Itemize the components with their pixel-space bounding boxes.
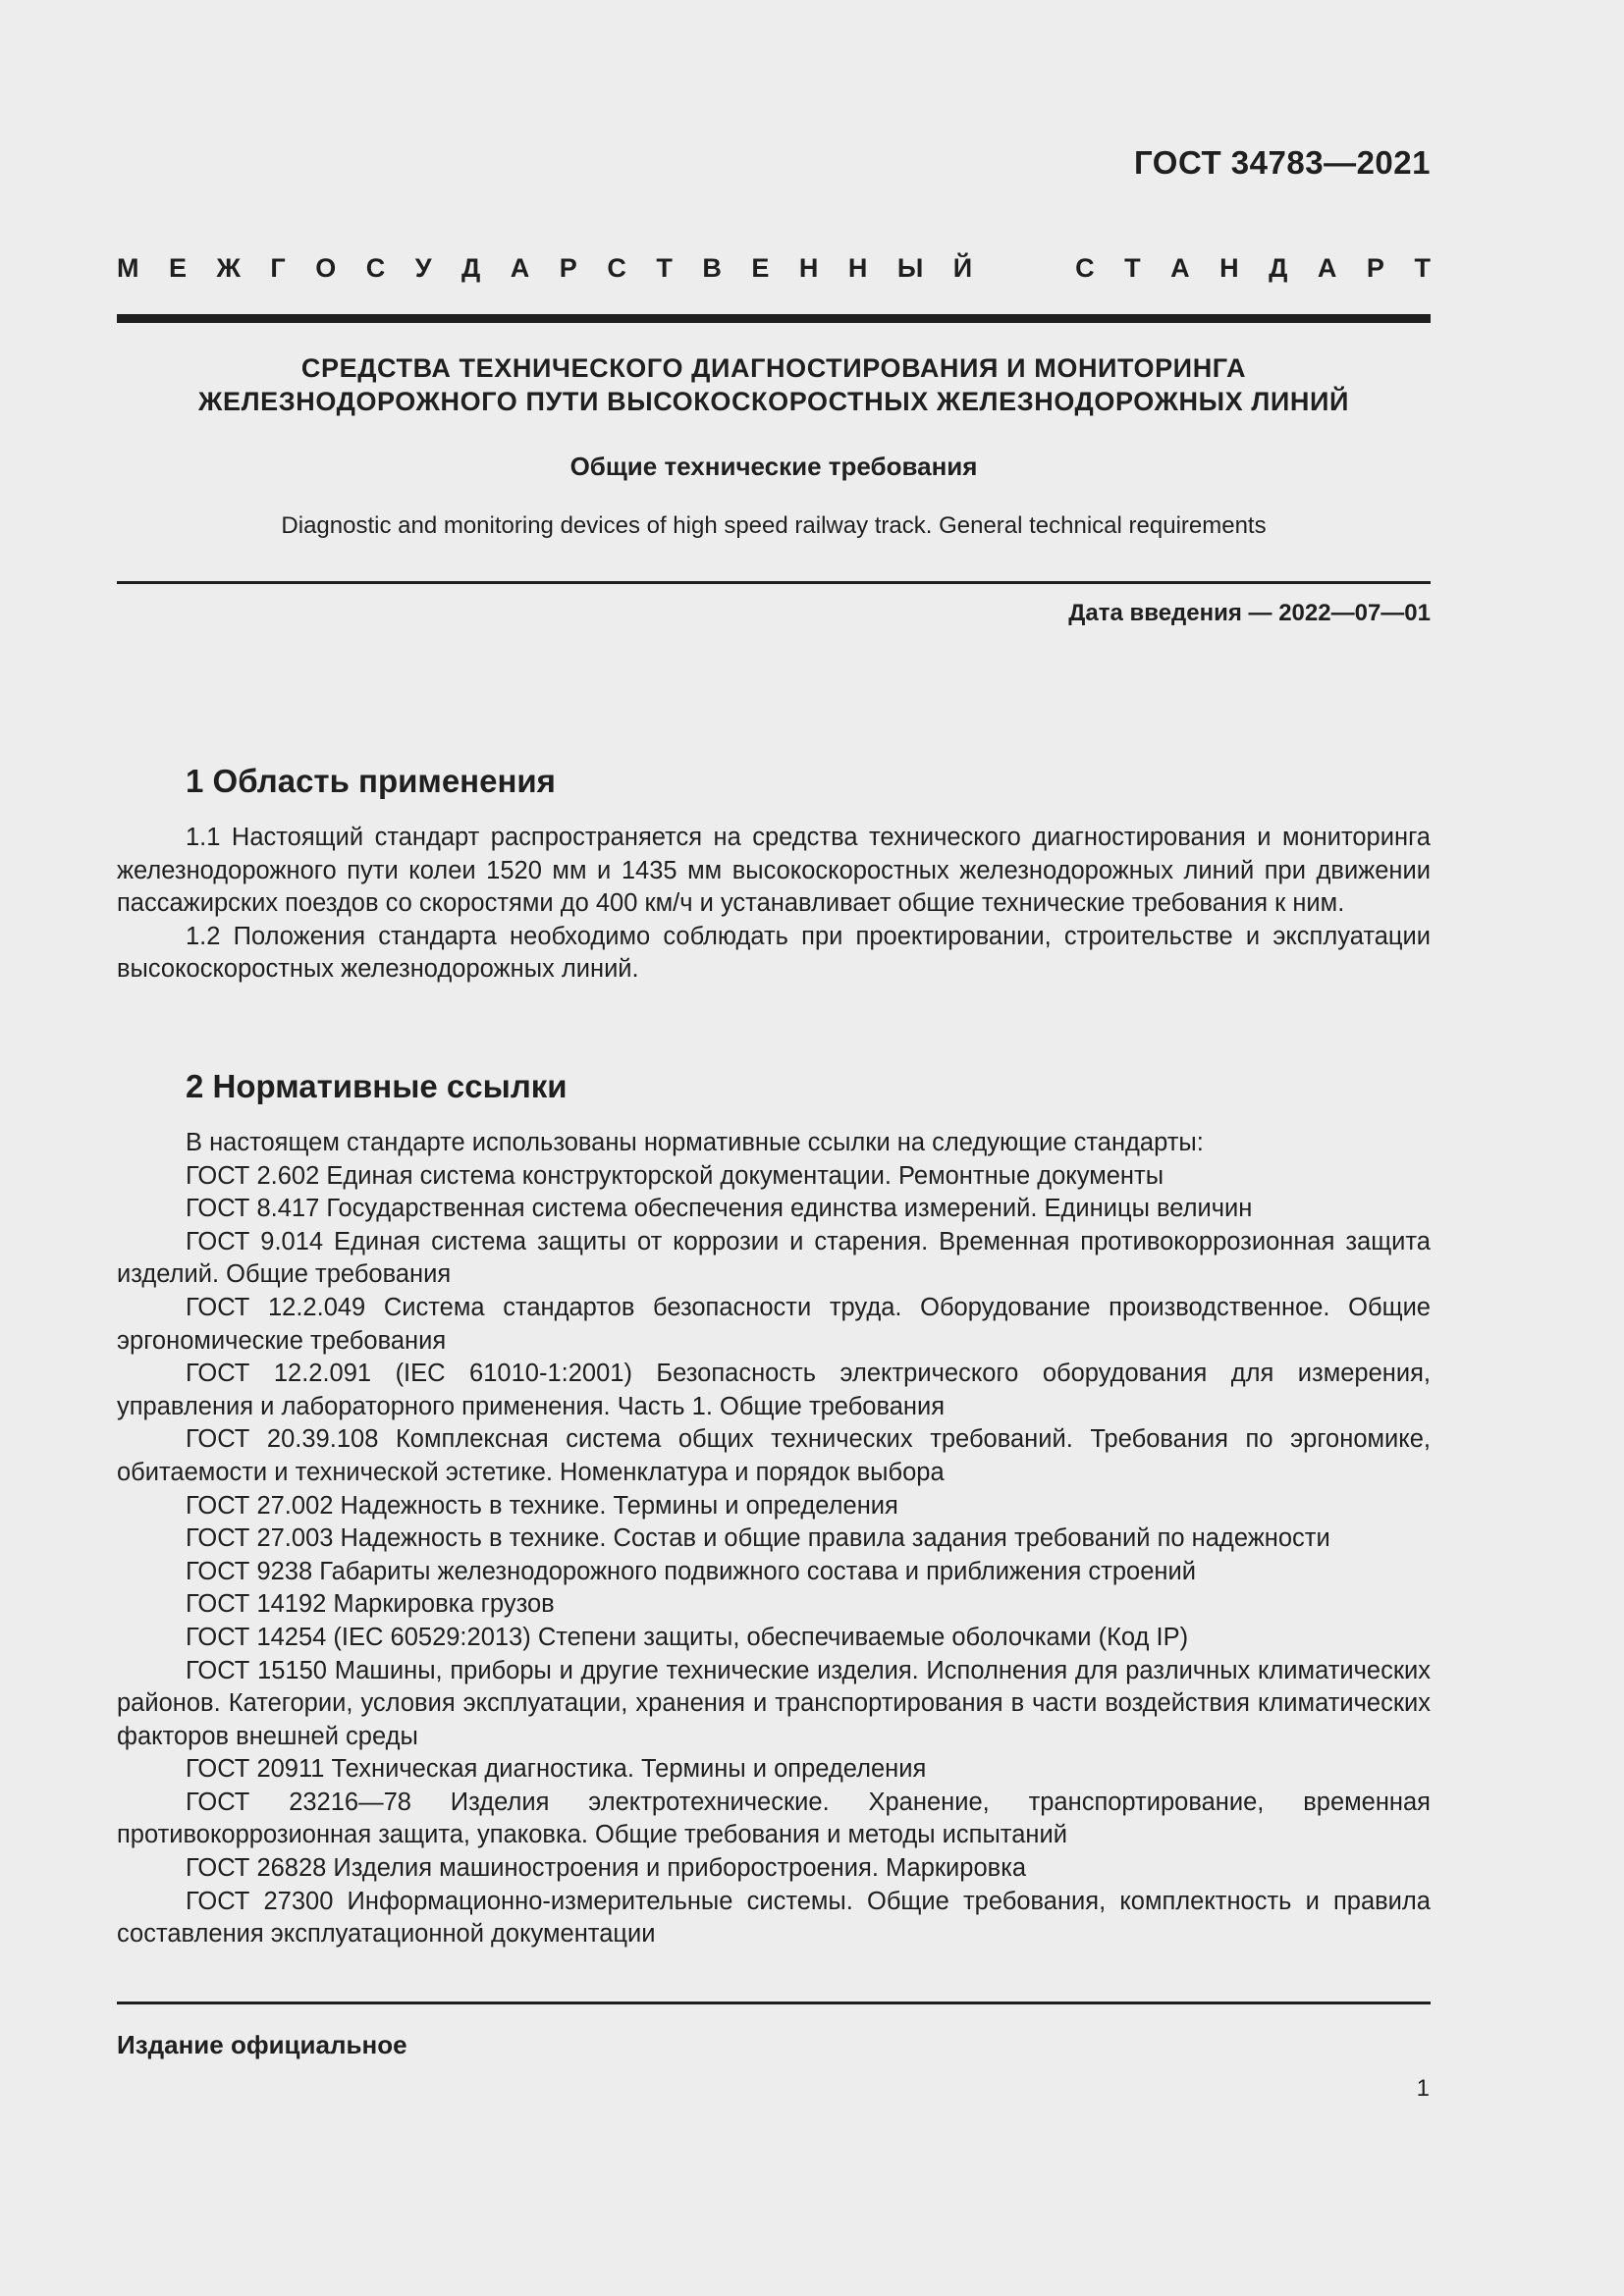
banner-letter: С [1075, 253, 1095, 283]
banner-letter: М [117, 253, 139, 283]
footer-divider [117, 2002, 1431, 2004]
english-title: Diagnostic and monitoring devices of high speed railway track. General technical requirements [281, 512, 1267, 539]
title-divider [117, 581, 1431, 584]
banner-letter: А [510, 253, 530, 283]
reference-item: ГОСТ 15150 Машины, приборы и другие технические изделия. Исполнения для различных климатических районов. Категории, условия эксплуатации, хранения и транспортирования в части воздействия климатических факторов внешней среды [117, 1656, 1431, 1750]
banner-letter: Т [1414, 253, 1431, 283]
reference-item: ГОСТ 9238 Габариты железнодорожного подвижного состава и приближения строений [186, 1557, 1196, 1585]
introduction-date: Дата введения — 2022—07—01 [1068, 600, 1431, 626]
banner-letter: Н [798, 253, 819, 283]
reference-item: ГОСТ 23216—78 Изделия электротехнические. Хранение, транспортирование, временная противокоррозионная защита, упаковка. Общие требования и методы испытаний [117, 1788, 1431, 1849]
banner-letter: Н [847, 253, 868, 283]
reference-item: ГОСТ 12.2.049 Система стандартов безопасности труда. Оборудование производственное. Общие эргономические требования [117, 1293, 1431, 1355]
reference-item: ГОСТ 27300 Информационно-измерительные системы. Общие требования, комплектность и правила составления эксплуатационной документации [117, 1887, 1431, 1949]
section-heading: 1 Область применения [186, 763, 556, 799]
title-line: ЖЕЛЕЗНОДОРОЖНОГО ПУТИ ВЫСОКОСКОРОСТНЫХ ЖЕЛЕЗНОДОРОЖНЫХ ЛИНИЙ [197, 387, 1350, 416]
banner-letter: Е [169, 253, 188, 283]
page-number: 1 [1416, 2075, 1430, 2102]
banner-letter: У [414, 253, 432, 283]
banner-letter: Е [751, 253, 770, 283]
reference-item: ГОСТ 12.2.091 (IEC 61010-1:2001) Безопасность электрического оборудования для измерения, управления и лабораторного применения. Часть 1. Общие требования [117, 1360, 1431, 1420]
reference-item: ГОСТ 26828 Изделия машиностроения и приборостроения. Маркировка [186, 1854, 1027, 1883]
standard-type-banner [117, 253, 1431, 284]
banner-letter: В [702, 253, 722, 283]
banner-letter: Ж [216, 253, 241, 283]
reference-item: ГОСТ 20911 Техническая диагностика. Термины и определения [186, 1755, 927, 1784]
reference-item: ГОСТ 9.014 Единая система защиты от коррозии и старения. Временная противокоррозионная защита изделий. Общие требования [117, 1227, 1431, 1289]
paragraph: 1.2 Положения стандарта необходимо соблюдать при проектировании, строительстве и эксплуатации высокоскоростных железнодорожных линий. [117, 922, 1431, 984]
references-list [117, 1127, 1431, 1951]
banner-word-gap [1002, 253, 1046, 284]
banner-letter: Д [461, 253, 481, 283]
banner-letter: С [365, 253, 386, 283]
section-heading: 2 Нормативные ссылки [186, 1068, 568, 1104]
official-edition-label: Издание официальное [117, 2030, 407, 2059]
reference-item: ГОСТ 14254 (IEC 60529:2013) Степени защиты, обеспечиваемые оболочками (Код IP) [186, 1623, 1189, 1651]
banner-letter: Р [559, 253, 577, 283]
banner-letter: Т [1124, 253, 1141, 283]
paragraph: 1.1 Настоящий стандарт распространяется на средства технического диагностирования и мониторинга железнодорожного пути колеи 1520 мм и 1435 мм высокоскоростных железнодорожных линий при движении пассажирских поездов со скоростями до 400 км/ч и устанавливает общие технические требования к ним. [117, 824, 1431, 918]
title-line: СРЕДСТВА ТЕХНИЧЕСКОГО ДИАГНОСТИРОВАНИЯ И МОНИТОРИНГА [300, 353, 1247, 383]
document-number: ГОСТ 34783—2021 [1134, 144, 1431, 181]
banner-letter: Т [656, 253, 673, 283]
banner-letter: Й [952, 253, 973, 283]
banner-letter: А [1170, 253, 1190, 283]
banner-letter: Г [270, 253, 286, 283]
banner-letter: А [1317, 253, 1337, 283]
document-title [117, 351, 1431, 418]
section-body [117, 822, 1431, 987]
reference-item: ГОСТ 27.003 Надежность в технике. Состав и общие правила задания требований по надежности [186, 1524, 1330, 1553]
reference-item: ГОСТ 20.39.108 Комплексная система общих технических требований. Требования по эргономике, обитаемости и технической эстетике. Номенклатура и порядок выбора [117, 1425, 1431, 1486]
reference-item: ГОСТ 27.002 Надежность в технике. Термины и определения [186, 1491, 898, 1520]
banner-letter: Р [1366, 253, 1384, 283]
reference-item: ГОСТ 14192 Маркировка грузов [186, 1590, 555, 1619]
banner-letter: С [607, 253, 626, 283]
document-subtitle: Общие технические требования [569, 452, 978, 481]
reference-item: ГОСТ 8.417 Государственная система обеспечения единства измерений. Единицы величин [186, 1195, 1253, 1223]
header-divider [117, 314, 1431, 323]
banner-letter: Н [1219, 253, 1239, 283]
banner-letter: О [315, 253, 337, 283]
reference-item: ГОСТ 2.602 Единая система конструкторской документации. Ремонтные документы [186, 1161, 1164, 1190]
paragraph: В настоящем стандарте использованы нормативные ссылки на следующие стандарты: [186, 1129, 1204, 1156]
banner-letter: Д [1269, 253, 1288, 283]
banner-letter: Ы [896, 253, 924, 283]
